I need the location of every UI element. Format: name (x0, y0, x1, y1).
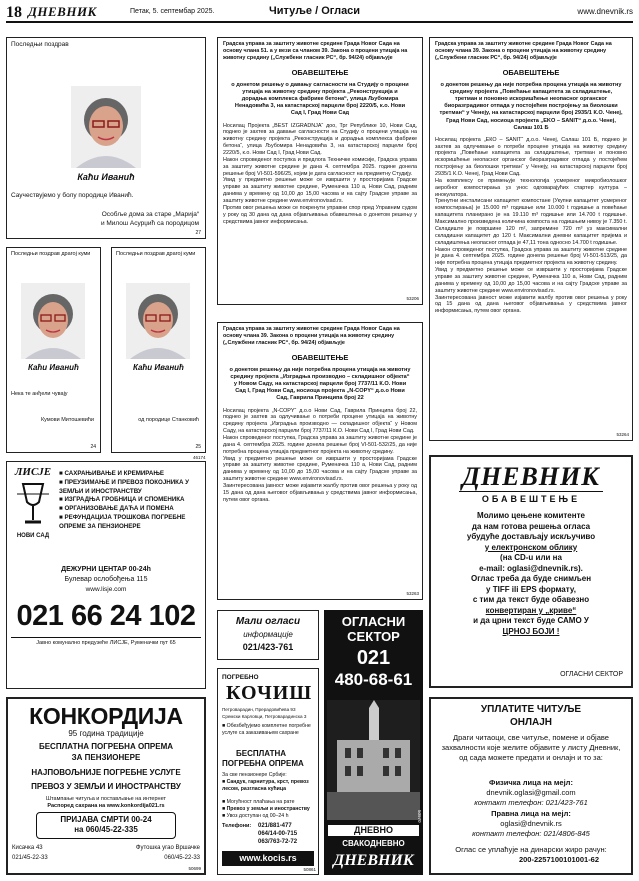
konkordija-right-phone: 060/45-22-33 (164, 855, 200, 861)
kocis-bul2: ■ Сандук, гарнитура, крст, превоз лесом, разгласна кућица (222, 779, 309, 792)
obituary-small-2-number: 25 (195, 443, 201, 450)
notice-2-intro: Градска управа за заштиту животне средине Града Новог Сада на основу члана 39. Закона о процени утицаја на животну средину („Службени гласник РС“, бр. 94/24) објављује (223, 326, 400, 346)
uplatite-prav-mail: oglasi@dnevnik.rs (500, 819, 562, 828)
kocis-free2: ПОГРЕБНА ОПРЕМА (222, 759, 304, 768)
dnevnik-notice-l5: (на CD-u или на (500, 553, 562, 563)
oglasni-sektor-t4: 480-68-61 (334, 670, 413, 689)
notice-1 (217, 37, 423, 305)
goblet-icon (13, 480, 53, 530)
kocis-free1: БЕСПЛАТНА (236, 749, 287, 758)
uplatite-fiz-mail: dnevnik.oglasi@gmail.com (486, 788, 576, 797)
dnevnik-notice-l2: да нам готова решења огласа (471, 521, 591, 531)
konkordija-title: КОНКОРДИЈА (29, 703, 183, 729)
konkordija-line4: ПРЕВОЗ У ЗЕМЉИ И ИНОСТРАНСТВУ (31, 782, 181, 791)
dnevnik-notice-body (431, 511, 631, 638)
notice-1-p1: Носилац Пројекта „BEST IZGRADNJA“ доо, Трг Републике 10, Нови Сад, поднео је захтев за давање сагласности на Студију о процени утицаја на животну средину пројекта „Реконструкција и дорадња комплекса фабрике бетона“, улица Љубомира Ненадовића 3, на катастарској парцели број 2220/5, к.о. Нови Сад I, Град Нови Сад. (223, 122, 417, 156)
konkordija-years: 95 година традиције (68, 729, 144, 738)
kocis-tel2: 064/14-00-715 (258, 831, 298, 837)
uplatite-t1: УПЛАТИТЕ ЧИТУЉЕ (480, 704, 582, 715)
notice-2 (217, 322, 423, 600)
kocis-tel1: 021/881-477 (258, 823, 292, 829)
page-number: 18 (6, 4, 22, 21)
konkordija-small1: Штампање читуља и постављање на интернет (46, 796, 166, 802)
obituary-small-1-number: 24 (90, 443, 96, 450)
lisje-logo-city: НОВИ САД (16, 533, 50, 540)
lisje-footer: Јавно комунално предузеће ЛИСЈЕ, Руменачки пут 65 (36, 640, 176, 646)
header-website: www.dnevnik.rs (577, 7, 633, 16)
obituary-signature-2: и Милош Асурџић са породицом (100, 220, 199, 227)
dnevnik-notice-heading: ОБАВЕШТЕЊЕ (481, 494, 581, 504)
konkordija-line3: НАЈПОВОЉНИЈЕ ПОГРЕБНЕ УСЛУГЕ (31, 768, 181, 777)
kocis-top: ПОГРЕБНО (222, 674, 259, 681)
page-header (6, 3, 633, 21)
mali-oglasi-sub: информације (243, 630, 293, 639)
notice-2-subject: о донетом решењу да није потребна процена утицаја на животну средину пројекта „Изградња производно – складишног објекта“ у Новом Саду, на катастарској парцели број 7737/11 К.О. Нови Сад I, Град Нови Сад, носиоца пројекта „N-COPY“ д.о.о Нови Сад, Гаврила Принципа број 22 (229, 367, 411, 402)
oglasni-sektor-b3: ДНЕВНИК (333, 852, 414, 869)
lisje-logo: ЛИСЈЕ (14, 466, 52, 478)
kocis-name: КОЧИШ (226, 682, 313, 704)
oglasni-sektor-b2: СВАКОДНЕВНО (342, 839, 405, 848)
dnevnik-notice-l12: ЦРНОЈ БОЈИ ! (502, 627, 560, 637)
notice-1-heading: ОБАВЕШТЕЊЕ (291, 67, 349, 77)
dnevnik-notice-l11: и да црни текст буде САМО У (473, 616, 589, 626)
lisje-service: ■ САХРАЊИВАЊЕ И КРЕМИРАЊЕ (59, 470, 165, 477)
kocis-ad (217, 668, 319, 875)
uplatite-ad (429, 697, 633, 875)
uplatite-t2: ОНЛАЈН (509, 717, 553, 728)
notice-2-p3: Увид у предметно решење може се извршити у просторијама Градске управе за заштиту животне средине, Руменачка 110 а, Нови Сад, радним данима у времену од 10,00 до 15,00 часова и на сајту Градске управе за заштиту животне средине www.environovisad.rs. (223, 455, 417, 483)
notice-3-p6: Заинтересована јавност може изјавити жалбу против овог решења у року од 15 дана од дана његовог објављивања у средствима јавног информисања, путем овог органа. (435, 294, 627, 315)
notice-1-intro: Градска управа за заштиту животне средине Града Новог Сада на основу члана 51. а у вези са чланом 39. Закона о процени утицаја на животну средину („Службени гласник РС“, бр. 94/24) објављује (223, 41, 408, 61)
uplatite-prav-tel: контакт телефон: 021/4806-845 (472, 829, 590, 838)
kocis-bul3: ■ Могућност плаћања на рате (222, 799, 295, 805)
portrait-image (126, 283, 190, 359)
obituary-message: Саучествујемо у болу породице Иванић. (11, 192, 134, 199)
lisje-service: ■ ПРЕУЗИМАЊЕ И ПРЕВОЗ ПОКОЈНИКА У ЗЕМЉИ И ИНОСТРАНСТВУ (59, 478, 189, 495)
notice-1-p3: Увид у предметно решење може се извршити у просторијама Градске управе за заштиту животне средине, Руменачка 110 а, Нови Сад, радним данима у времену од 10,00 до 15,00 часова и на сајту Градске управе за заштиту животне средине www.environovisad.rs. (223, 177, 417, 205)
uplatite-fiz: Физичка лица на мејл: (489, 778, 573, 787)
obituary-small-2 (111, 247, 206, 453)
obituary-name: Каћи Иванић (77, 172, 135, 182)
obituary-small-2-name: Каћи Иванић (133, 363, 184, 372)
lisje-service: ■ РЕФУНДАЦИЈА ТРОШКОВА ПОГРЕБНЕ ОПРЕМЕ ЗА ПЕНЗИОНЕРЕ (59, 513, 186, 530)
uplatite-p1: Драги читаоци, све читуље, помене и објаве захвалности које желите објавите у листу Дневник, од сада можете предати и онлајн и то за: (441, 733, 621, 762)
uplatite-prav: Правна лица на мејл: (491, 809, 571, 818)
obituary-small-2-top: Последњи поздрав драгој куми (116, 251, 196, 257)
uplatite-fiz-tel: контакт телефон: 021/423-761 (474, 798, 588, 807)
oglasni-sektor-t2: СЕКТОР (347, 629, 400, 644)
obituary-side-number: 46174 (193, 455, 206, 460)
kocis-bul5: ■ Увоз доступан од 00–24 h (222, 813, 289, 819)
dnevnik-notice-l7: Оглас треба да буде снимљен (470, 574, 592, 584)
portrait-image (71, 86, 141, 168)
lisje-center: ДЕЖУРНИ ЦЕНТАР 00-24h (61, 566, 151, 573)
kocis-bul4: ■ Превоз у земљи и иностранству (222, 806, 310, 812)
kocis-number: 50861 (303, 867, 316, 873)
lisje-address: Булевар ослобођења 115 (64, 576, 148, 583)
oglasni-sektor-side: 50970 (417, 810, 422, 823)
lisje-service: ■ ИЗГРАДЊА ГРОБНИЦА И СПОМЕНИКА (59, 496, 185, 504)
konkordija-left-phone: 021/45-22-33 (12, 855, 48, 861)
notice-2-p2: Након спроведеног поступка, Градска управа за заштиту животне средине је дана 4. септембра 2025. године донела решење број VI-501-532/25, да није потребна процена утицаја предметног пројекта на животну средину. (223, 435, 417, 455)
obituary-photo (71, 86, 141, 168)
obituary-small-2-sign: од породице Станковић (138, 417, 199, 423)
dnevnik-notice-l6: e-mail: oglasi@dnevnik.rs). (479, 563, 583, 573)
kocis-web: www.kocis.rs (222, 851, 314, 866)
obituary-small-1-sign: Кумови Митошевићи (40, 417, 94, 423)
dnevnik-notice-l9: с тим да текст буде обавезно (472, 595, 590, 605)
notice-3-heading: ОБАВЕШТЕЊЕ (502, 67, 560, 77)
mali-oglasi-title: Мали огласи (235, 616, 301, 627)
konkordija-small2: Распоред сахрана на www.konkordija021.rs (47, 803, 165, 809)
obituary-signature-1: Особље дома за старе „Марија“ (101, 211, 199, 218)
oglasni-sektor-t1: ОГЛАСНИ (341, 614, 406, 629)
konkordija-left-addr: Кисачка 43 (12, 845, 43, 851)
konkordija-ad (6, 697, 206, 875)
notice-3-number: 53264 (616, 432, 629, 438)
dnevnik-notice (429, 455, 633, 688)
konkordija-pill (36, 812, 176, 839)
notice-3-intro: Градска управа за заштиту животне средине Града Новог Сада на основу члана 39. Закона о процени утицаја на животну средину („Службени гласник РС“, бр. 94/24) објављује (435, 41, 612, 61)
obituary-number: 27 (195, 229, 201, 236)
konkordija-pill2: на 060/45-22-335 (74, 825, 138, 834)
kocis-tel-label: Телефони: (222, 823, 252, 829)
oglasni-sektor-t3: 021 (356, 647, 391, 669)
dnevnik-notice-l3: убудуће достављају искључиво (466, 532, 596, 542)
mali-oglasi-phone: 021/423-761 (242, 642, 294, 652)
oglasni-sektor-b1: ДНЕВНО (328, 825, 419, 836)
uplatite-racun: 200-2257100101001-62 (518, 855, 600, 864)
kocis-bul1: ■ Обезбеђујемо комплетне погребне услуге са заказивањем сахране (222, 723, 311, 736)
obituary-small-1-name: Каћи Иванић (28, 363, 79, 372)
notice-2-heading: ОБАВЕШТЕЊЕ (291, 352, 349, 362)
kocis-for: За све пензионере Србије: (222, 772, 287, 778)
obituary-small-1-mid: Нека те анђели чувају (11, 391, 68, 397)
notice-3-p5: Увид у предметно решење може се извршити у просторијама Градске управе за заштиту животне средине, Руменачка 110 а, Нови Сад, радним данима у времену од 10,00 до 15,00 часова и на сајту Градске управе за заштиту животне средине www.environovisad.rs. (435, 267, 627, 294)
header-date: Петак, 5. септембар 2025. (130, 8, 215, 15)
kocis-addr2: Сремски Карловци, Петроварадинска 3 (222, 714, 307, 719)
oglasni-sektor-ad (324, 610, 423, 875)
header-rule (6, 21, 633, 23)
notice-1-number: 53206 (406, 296, 419, 302)
dnevnik-notice-l8: у TIFF ili EPS формату, (486, 584, 576, 594)
lisje-phone: 021 66 24 102 (16, 600, 196, 632)
dnevnik-notice-l1: Молимо цењене комитенте (477, 511, 585, 520)
lisje-ad (6, 461, 206, 689)
konkordija-number: 50699 (188, 866, 201, 872)
header-section: Читуље / Огласи (269, 5, 361, 17)
obituary-main (6, 37, 206, 239)
lisje-web: www.lisje.com (85, 586, 127, 593)
kocis-addr1: Петроварадин, Прерадовићева 93 (222, 707, 296, 712)
dnevnik-notice-l4: у електронском облику (484, 542, 578, 552)
city-hall-image (327, 700, 420, 820)
lisje-divider (11, 637, 201, 638)
lisje-service: ■ ОРГАНИЗОВАЊЕ ДАЋА И ПОМЕНА (59, 505, 174, 513)
notice-3-p2: На комплексу се примењује технологија усмереног микробиолошког аеробног компостирања уз унос одговарајућих стартер култура – инокулатора. (435, 177, 627, 198)
notice-3-p3: Тренутни инсталисани капацитет компостане (Укупни капацитет усмереног компостирања) је 15.000 m³ годишње или 10.000 t годишње а повећање капацитета планирано је на 19.110 m³ годишње или 14.700 t годишње. Максимално произведена количина компоста на годишњем нивоу је 7.350 t. Складиште је површине 120 m², запремине 720 m³ уз максимални складишни капацитет до 120 t. Максимални дневни капацитет пријема и складиштења неопасног отпада је 47,11 тона односно 14.700 t годишње. (435, 198, 627, 246)
notice-2-p1: Носилац пројекта „N-COPY“ д.о.о Нови Сад, Гаврила Принципа број 22, поднео је захтев за одлучивање о потреби процене утицаја на животну средину пројекта „Изградња производно — складишног објекта“ у Новом Саду, на катастарској парцели број 7737/11 К.О. Нови Сад I, Град Нови Сад. (223, 407, 417, 435)
notice-3-subject: о донетом решењу да није потребна процена утицаја на животну средину пројекта „Повећање капацитета за складиштење, третман и поновно искоришћење неопасног органског биоразградивог отпада у постојећем постројењу за биолошки третман“ у Ченеју, на катастарској парцели број 2935/1 К.О. Ченеј, Град Нови Сад, носиоца пројекта „EKO – SANIT“ д.о.о. Ченеј, Салаш 101 Б (439, 82, 623, 131)
notice-3-p1: Носилац пројекта „ЕКО – SANIT“ д.о.о. Ченеј, Салаш 101 Б, поднео је захтев за одлучивање о потреби процене утицаја на животну средину пројекта „Повећање капацитета за складиштење, третман и поновно искоришћење неопасног органског биоразградивог отпада у постојећем постројењу за биолошки третман“ у Ченеју, на катастарској парцели број 2935/1 К.О. Ченеј, Град Нови Сад. (435, 136, 627, 178)
obituary-top-label: Последњи поздрав (11, 41, 69, 48)
notice-3-p4: Након спроведеног поступка, Градска управа за заштиту животне средине је дана 4. септембра 2025. године донела решење број VI-501-513/25, да није потребна процена утицаја предметног пројекта на животну средину. (435, 246, 627, 267)
dnevnik-notice-rule (459, 491, 603, 492)
obituary-small-2-photo (126, 283, 190, 359)
notice-1-subject: о донетом решењу о давању сагласности на Студију о процени утицаја на животну средину пројекта „Реконструкција и дорадња комплекса фабрике бетона“, улица Љубомира Ненадовића 3, на катастарској парцели број 2220/5, к.о. Нови Сад I, Град Нови Сад (231, 82, 409, 117)
mali-oglasi-ad (217, 610, 319, 660)
notice-3 (429, 37, 633, 441)
konkordija-line2: ЗА ПЕНЗИОНЕРЕ (71, 753, 141, 762)
obituary-small-1-top: Последњи поздрав драгој куми (11, 251, 91, 257)
obituary-small-1 (6, 247, 101, 453)
obituary-small-1-photo (21, 283, 85, 359)
header-logo: ДНЕВНИК (28, 4, 97, 19)
dnevnik-notice-footer: ОГЛАСНИ СЕКТОР (560, 671, 623, 679)
notice-1-p2: Након спроведеног поступка и предлога Техничке комисије, Градска управа за заштиту животне средине је дана 4. септембра 2025. године донела решење број VI-501-596/25, којим је дата сагласност на предметну Студију. (223, 156, 417, 177)
notice-2-number: 53263 (406, 591, 419, 597)
notice-2-p4: Заинтересована јавност може изјавити жалбу против овог решења у року од 15 дана од дана његовог објављивања у средствима јавног информисања, путем овог органа. (223, 483, 417, 503)
lisje-services (59, 470, 204, 532)
portrait-image (21, 283, 85, 359)
konkordija-right-addr: Футошка угао Вршачке (135, 845, 200, 851)
uplatite-p2: Оглас се уплаћује на динарски жиро рачун: (455, 845, 607, 854)
konkordija-pill1: ПРИЈАВА СМРТИ 00-24 (60, 815, 152, 824)
dnevnik-notice-l10: конвертиран у „криве“ (485, 605, 577, 615)
konkordija-line1: БЕСПЛАТНА ПОГРЕБНА ОПРЕМА (38, 742, 174, 751)
lisje-logo-block (10, 466, 56, 546)
notice-1-p4: Против овог решења може се покренути управни спор пред Управним судом у року од 30 дана од дана објављивања обавештења о донетом решењу у средствима јавног информисања. (223, 204, 417, 225)
dnevnik-notice-logo: ДНЕВНИК (462, 462, 600, 491)
kocis-tel3: 063/763-72-72 (258, 839, 298, 845)
